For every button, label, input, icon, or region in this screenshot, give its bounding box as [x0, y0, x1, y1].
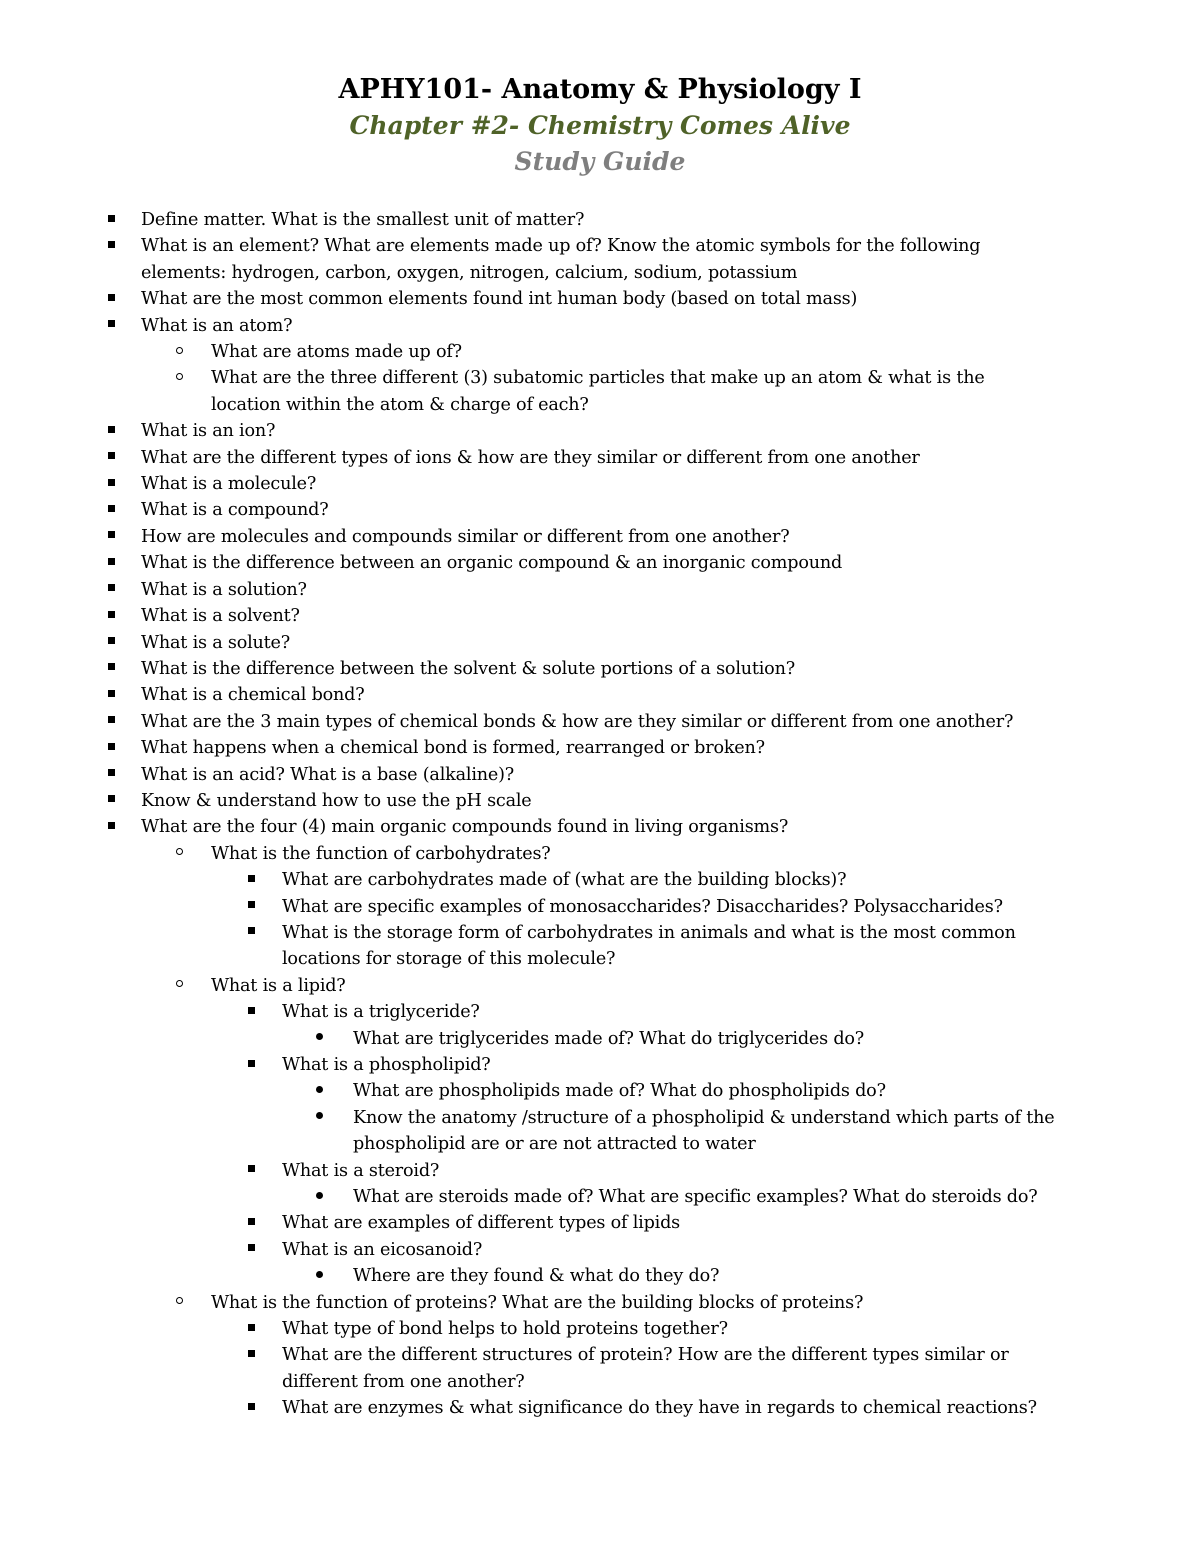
list-item-text: location within the atom & charge of each?	[211, 394, 589, 415]
list-item-text: What are enzymes & what significance do they have in regards to chemical reactions?	[282, 1398, 1037, 1419]
list-item	[0, 418, 1200, 444]
list-item-text: What are atoms made up of?	[211, 342, 462, 363]
list-item	[0, 1342, 1200, 1395]
list-item-text: What is the difference between an organic compound & an inorganic compound	[141, 553, 843, 574]
dot-bullet-icon	[316, 1271, 323, 1278]
bullet-marker	[176, 973, 183, 999]
list-item	[0, 1395, 1200, 1421]
circle-bullet-icon	[176, 1297, 183, 1304]
list-item	[0, 233, 1200, 286]
list-item-text: What are the three different (3) subatomic particles that make up an atom & what is the	[211, 368, 985, 389]
list-item-text: What is an eicosanoid?	[282, 1239, 483, 1260]
list-item-text: What are the different types of ions & how are they similar or different from one another	[141, 447, 920, 468]
list-item-text: What is a compound?	[141, 500, 329, 521]
bullet-marker	[316, 1263, 323, 1289]
list-item-text: What is an atom?	[141, 315, 293, 336]
document-header	[0, 72, 1200, 180]
list-item-text: What is a solvent?	[141, 606, 300, 627]
bullet-marker	[108, 524, 115, 550]
square-bullet-icon	[108, 320, 115, 327]
list-item	[0, 497, 1200, 523]
bullet-marker	[108, 682, 115, 708]
square-bullet-icon	[108, 531, 115, 538]
bullet-marker	[108, 207, 115, 233]
square-bullet-icon	[248, 1324, 255, 1331]
bullet-marker	[108, 577, 115, 603]
square-bullet-icon	[248, 927, 255, 934]
list-item	[0, 524, 1200, 550]
square-bullet-icon	[108, 769, 115, 776]
square-bullet-icon	[108, 584, 115, 591]
list-item-text: What is an element? What are elements made up of? Know the atomic symbols for the following	[141, 236, 981, 257]
list-item-text: Know the anatomy /structure of a phospholipid & understand which parts of the	[353, 1107, 1055, 1128]
list-item	[0, 1078, 1200, 1104]
list-item-text: What is an acid? What is a base (alkaline)?	[141, 764, 514, 785]
list-item-text: Where are they found & what do they do?	[353, 1266, 720, 1287]
list-item	[0, 445, 1200, 471]
square-bullet-icon	[108, 426, 115, 433]
bullet-marker	[248, 867, 255, 893]
bullet-marker	[248, 1158, 255, 1184]
list-item-text: elements: hydrogen, carbon, oxygen, nitrogen, calcium, sodium, potassium	[141, 262, 798, 283]
bullet-marker	[108, 313, 115, 339]
list-item	[0, 550, 1200, 576]
list-item	[0, 1263, 1200, 1289]
list-item-text: What is the function of carbohydrates?	[211, 843, 551, 864]
list-item	[0, 709, 1200, 735]
list-item	[0, 762, 1200, 788]
square-bullet-icon	[108, 663, 115, 670]
list-item-text: Know & understand how to use the pH scale	[141, 790, 532, 811]
square-bullet-icon	[108, 479, 115, 486]
list-item-text: What is a triglyceride?	[282, 1002, 480, 1023]
bullet-marker	[176, 1290, 183, 1316]
bullet-marker	[248, 1052, 255, 1078]
list-item-text: What is a lipid?	[211, 975, 346, 996]
square-bullet-icon	[108, 215, 115, 222]
list-item-text: What are the most common elements found int human body (based on total mass)	[141, 289, 858, 310]
square-bullet-icon	[248, 1060, 255, 1067]
bullet-marker	[108, 418, 115, 444]
dot-bullet-icon	[316, 1086, 323, 1093]
list-item	[0, 1237, 1200, 1263]
bullet-marker	[248, 999, 255, 1025]
list-item-text: What is a phospholipid?	[282, 1055, 491, 1075]
list-item	[0, 682, 1200, 708]
square-bullet-icon	[108, 637, 115, 644]
bullet-marker	[176, 365, 183, 391]
list-item	[0, 1026, 1200, 1052]
list-item-text: What are triglycerides made of? What do triglycerides do?	[353, 1028, 865, 1049]
list-item-text: Define matter. What is the smallest unit of matter?	[141, 210, 585, 230]
bullet-marker	[108, 471, 115, 497]
bullet-marker	[248, 894, 255, 920]
list-item-text: What are the four (4) main organic compounds found in living organisms?	[141, 817, 789, 838]
bullet-marker	[108, 735, 115, 761]
list-item	[0, 1210, 1200, 1236]
list-item-text: What is the function of proteins? What are the building blocks of proteins?	[211, 1292, 864, 1313]
bullet-marker	[248, 1210, 255, 1236]
bullet-marker	[248, 1342, 255, 1368]
list-item	[0, 814, 1200, 840]
square-bullet-icon	[248, 1350, 255, 1357]
list-item	[0, 841, 1200, 867]
square-bullet-icon	[108, 294, 115, 301]
list-item-text: What is a solution?	[141, 579, 307, 600]
list-item	[0, 867, 1200, 893]
bullet-marker	[108, 814, 115, 840]
bullet-marker	[108, 445, 115, 471]
square-bullet-icon	[248, 901, 255, 908]
bullet-marker	[108, 656, 115, 682]
square-bullet-icon	[248, 1165, 255, 1172]
list-item	[0, 339, 1200, 365]
dot-bullet-icon	[316, 1033, 323, 1040]
square-bullet-icon	[108, 452, 115, 459]
square-bullet-icon	[248, 1007, 255, 1014]
square-bullet-icon	[108, 716, 115, 723]
list-item	[0, 577, 1200, 603]
bullet-marker	[316, 1078, 323, 1104]
list-item	[0, 630, 1200, 656]
square-bullet-icon	[248, 1403, 255, 1410]
list-item	[0, 471, 1200, 497]
bullet-marker	[108, 603, 115, 629]
list-item-text: different from one another?	[282, 1371, 525, 1392]
list-item	[0, 1316, 1200, 1342]
chapter-title: Chapter #2- Chemistry Comes Alive	[349, 111, 851, 140]
bullet-marker	[176, 339, 183, 365]
dot-bullet-icon	[316, 1192, 323, 1199]
list-item-text: What is a solute?	[141, 632, 290, 653]
square-bullet-icon	[108, 611, 115, 618]
list-item-text: What are steroids made of? What are specific examples? What do steroids do?	[353, 1187, 1038, 1208]
list-item	[0, 894, 1200, 920]
list-item	[0, 286, 1200, 312]
square-bullet-icon	[108, 241, 115, 248]
list-item-text: What are carbohydrates made of (what are the building blocks)?	[282, 870, 847, 891]
list-item-text: What is a molecule?	[141, 474, 317, 495]
list-item	[0, 1290, 1200, 1316]
list-item	[0, 788, 1200, 814]
bullet-marker	[108, 762, 115, 788]
study-guide-label: Study Guide	[514, 147, 686, 176]
list-item-text: What is the storage form of carbohydrates in animals and what is the most common	[282, 922, 1016, 943]
bullet-marker	[108, 550, 115, 576]
bullet-marker	[108, 630, 115, 656]
bullet-marker	[108, 709, 115, 735]
bullet-marker	[248, 920, 255, 946]
square-bullet-icon	[108, 743, 115, 750]
list-item-text: locations for storage of this molecule?	[282, 949, 616, 970]
list-item	[0, 920, 1200, 973]
list-item	[0, 999, 1200, 1025]
dot-bullet-icon	[316, 1112, 323, 1119]
list-item-text: What are the 3 main types of chemical bonds & how are they similar or different from one another?	[141, 711, 1014, 732]
study-guide-list	[0, 207, 1200, 1422]
circle-bullet-icon	[176, 347, 183, 354]
list-item	[0, 1052, 1200, 1078]
square-bullet-icon	[248, 1218, 255, 1225]
list-item-text: How are molecules and compounds similar or different from one another?	[141, 526, 790, 547]
bullet-marker	[108, 233, 115, 259]
document-title: APHY101- Anatomy & Physiology I	[338, 74, 862, 105]
list-item-text: What is a steroid?	[282, 1160, 440, 1181]
bullet-marker	[176, 841, 183, 867]
list-item	[0, 603, 1200, 629]
square-bullet-icon	[248, 1244, 255, 1251]
bullet-marker	[248, 1316, 255, 1342]
bullet-marker	[248, 1237, 255, 1263]
list-item	[0, 313, 1200, 339]
bullet-marker	[316, 1184, 323, 1210]
list-item-text: What type of bond helps to hold proteins together?	[282, 1319, 728, 1340]
square-bullet-icon	[108, 822, 115, 829]
square-bullet-icon	[108, 795, 115, 802]
circle-bullet-icon	[176, 848, 183, 855]
bullet-marker	[108, 497, 115, 523]
list-item-text: What is the difference between the solvent & solute portions of a solution?	[141, 658, 795, 679]
bullet-marker	[108, 788, 115, 814]
list-item-text: phospholipid are or are not attracted to water	[353, 1134, 756, 1155]
list-item-text: What are phospholipids made of? What do phospholipids do?	[353, 1081, 886, 1102]
list-item-text: What are specific examples of monosaccharides? Disaccharides? Polysaccharides?	[282, 896, 1003, 917]
list-item	[0, 1184, 1200, 1210]
list-item-text: What is a chemical bond?	[141, 685, 365, 706]
square-bullet-icon	[248, 875, 255, 882]
list-item	[0, 207, 1200, 233]
list-item-text: What are examples of different types of lipids	[282, 1213, 680, 1234]
square-bullet-icon	[108, 558, 115, 565]
list-item	[0, 656, 1200, 682]
bullet-marker	[316, 1026, 323, 1052]
square-bullet-icon	[108, 505, 115, 512]
bullet-marker	[316, 1105, 323, 1131]
square-bullet-icon	[108, 690, 115, 697]
bullet-marker	[248, 1395, 255, 1421]
list-item-text: What are the different structures of protein? How are the different types similar or	[282, 1345, 1009, 1366]
bullet-marker	[108, 286, 115, 312]
list-item-text: What is an ion?	[141, 421, 276, 442]
list-item	[0, 365, 1200, 418]
circle-bullet-icon	[176, 980, 183, 987]
list-item-text: What happens when a chemical bond is formed, rearranged or broken?	[141, 738, 765, 759]
list-item	[0, 973, 1200, 999]
list-item	[0, 1158, 1200, 1184]
circle-bullet-icon	[176, 373, 183, 380]
list-item	[0, 735, 1200, 761]
list-item	[0, 1105, 1200, 1158]
